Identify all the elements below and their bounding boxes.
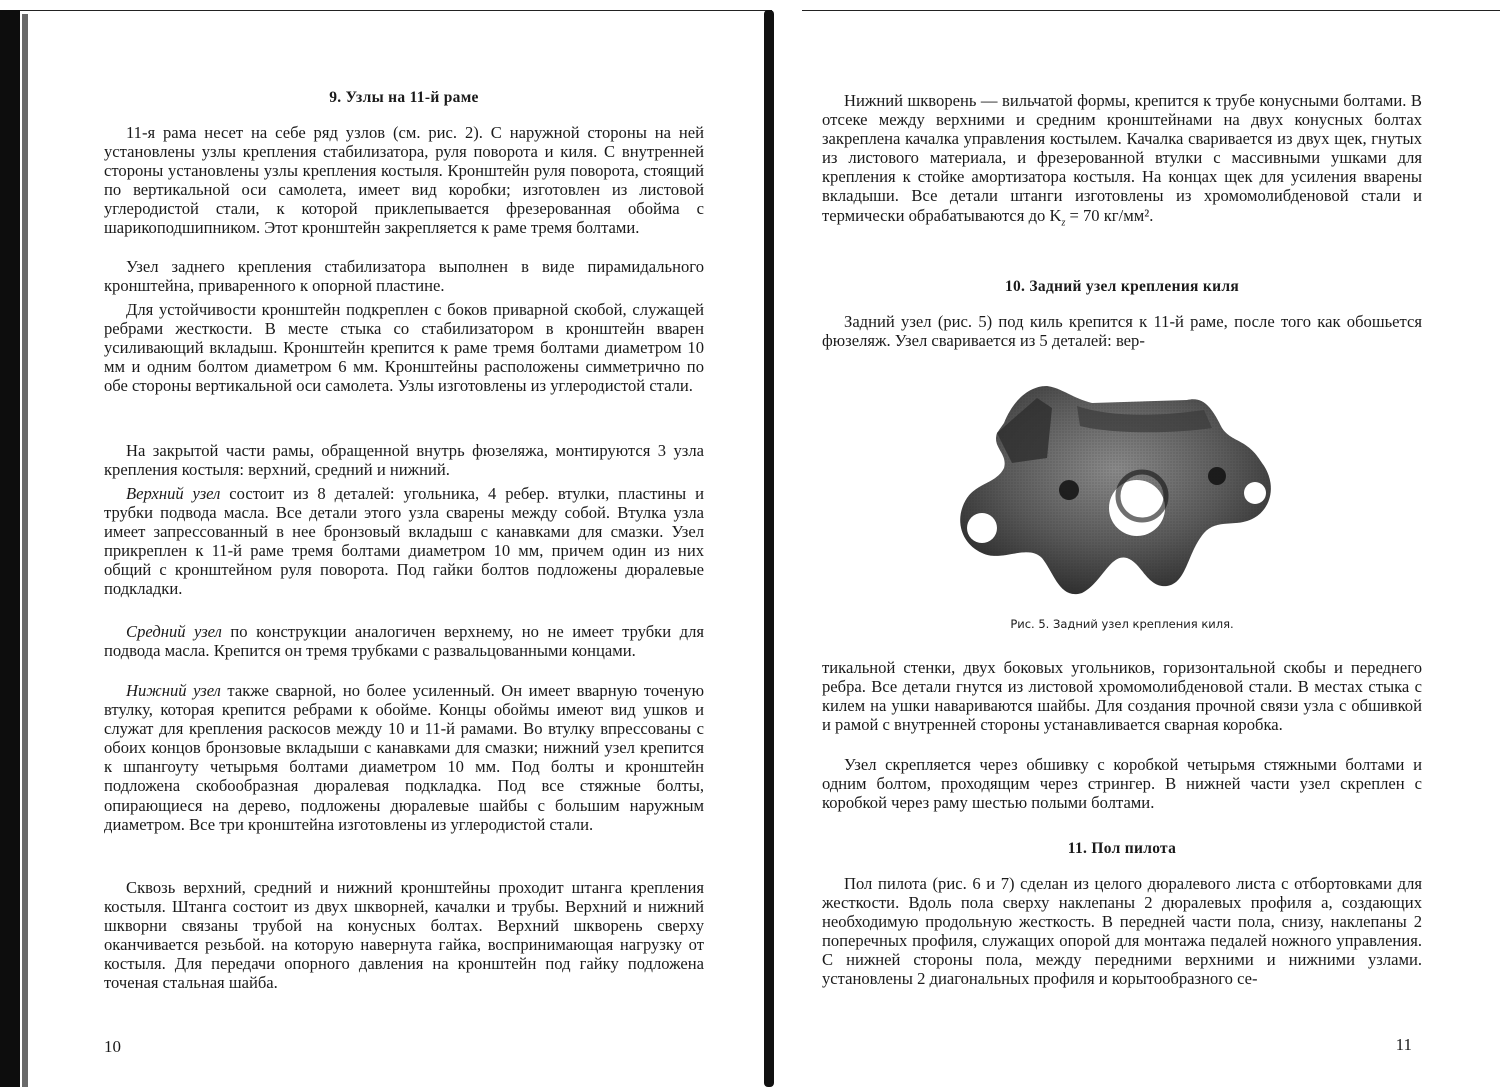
figure-5-photo bbox=[942, 368, 1302, 603]
scan-edge-shadow bbox=[0, 10, 20, 1087]
right-lug-hole bbox=[1244, 482, 1266, 504]
paragraph: Задний узел (рис. 5) под киль крепится к 11-й раме, после того как обошьется фюзеляж. Узел сваривается из 5 деталей: вер- bbox=[822, 312, 1422, 351]
intro-tail: = 70 кг/мм². bbox=[1065, 205, 1154, 225]
text-upper-node: состоит из 8 деталей: угольника, 4 ребер. втулки, пластины и трубки подвода масла. Все детали этого узла сварены между собой. Втулка узла имеет запрессованный в нее бронзовый вкладыш с канавками для смазки. Узел прикреплен к 11-й раме тремя болтами диаметром 10 мм, причем один из них общий с кронштейном руля поворота. Под гайки болтов подложены дюралевые подкладки. bbox=[104, 484, 704, 599]
page-top-rule-right bbox=[802, 10, 1500, 11]
page-number-right: 11 bbox=[1395, 1035, 1412, 1054]
paragraph: Сквозь верхний, средний и нижний кронштейны проходит штанга крепления костыля. Штанга состоит из двух шкворней, качалки и трубы. Верхний и нижний шкворни связаны трубой на конусных болтах. Верхний шкворень сверху оканчивается резьбой. на которую навернута гайка, воспринимающая нагрузку от костыля. Для передачи опорного давления на кронштейн под гайку подложена точеная стальная шайба. bbox=[104, 878, 704, 993]
paragraph-intro bbox=[822, 91, 1422, 232]
term-lower-node: Нижний узел bbox=[126, 681, 221, 700]
text-middle-node: по конструкции аналогичен верхнему, но не имеет трубки для подвода масла. Крепится он тремя трубками с развальцованными концами. bbox=[104, 622, 705, 661]
figure-caption: Рис. 5. Задний узел крепления киля. bbox=[1010, 617, 1234, 631]
paragraph-continued: тикальной стенки, двух боковых угольников, горизонтальной скобы и переднего ребра. Все детали гнутся из листовой хромомолибденовой стали. В местах стыка с килем на ушки навариваются шайбы. Для создания прочной связи узла с обшивкой и рамой с внутренней стороны устанавливается сварная коробка. bbox=[822, 658, 1422, 735]
paragraph: Узел заднего крепления стабилизатора выполнен в виде пирамидального кронштейна, приваренного к опорной пластине. bbox=[104, 257, 704, 296]
paragraph: Для устойчивости кронштейн подкреплен с боков приварной скобой, служащей ребрами жесткости. В месте стыка со стабилизатором в кронштейн вварен усиливающий вкладыш. Кронштейн крепится к раме тремя болтами диаметром 10 мм и одним болтом диаметром 6 мм. Кронштейны расположены симметрично по обе стороны вертикальной оси самолета. Узлы изготовлены из углеродистой стали. bbox=[104, 300, 704, 396]
paragraph-lower-node bbox=[104, 681, 704, 834]
scan-edge-shadow-inner bbox=[22, 14, 28, 1087]
left-lug-hole bbox=[967, 513, 997, 543]
section-title-9: 9. Узлы на 11-й раме bbox=[329, 89, 479, 106]
paragraph: 11-я рама несет на себе ряд узлов (см. рис. 2). С наружной стороны на ней установлены узлы крепления стабилизатора, руля поворота и киля. С внутренней стороны установлены узлы крепления костыля. Кронштейн руля поворота, стоящий по вертикальной оси самолета, имеет вид коробки; изготовлен из листовой углеродистой стали, к которой приклепывается фрезерованная обойма с шарикоподшипником. Этот кронштейн закрепляется к раме тремя болтами. bbox=[104, 123, 704, 238]
paragraph: Узел скрепляется через обшивку с коробкой четырьмя стяжными болтами и одним болтом, проходящим через стрингер. В нижней части узел скреплен с коробкой через раму шестью полыми болтами. bbox=[822, 755, 1422, 813]
left-bolt-recess bbox=[1059, 480, 1079, 500]
paragraph: Пол пилота (рис. 6 и 7) сделан из целого дюралевого листа с отбортовками для жесткости. Вдоль пола сверху наклепаны 2 дюралевых профиля a, создающих необходимую продольную жесткость. В передней части пола, снизу, наклепаны 2 поперечных профиля, служащих опорой для монтажа педалей ножного управления. С нижней стороны пола, между передними верхними и нижними узлами. установлены 2 диагональных профиля и корытообразного се- bbox=[822, 874, 1422, 989]
book-gutter bbox=[764, 10, 774, 1087]
paragraph: На закрытой части рамы, обращенной внутрь фюзеляжа, монтируются 3 узла крепления костыля: верхний, средний и нижний. bbox=[104, 441, 704, 480]
section-title-10: 10. Задний узел крепления киля bbox=[1004, 278, 1240, 295]
page-number-left: 10 bbox=[104, 1037, 121, 1056]
right-bolt-recess bbox=[1208, 467, 1226, 485]
section-title-11: 11. Пол пилота bbox=[1067, 840, 1177, 857]
paragraph-middle-node bbox=[104, 622, 704, 660]
subscript: z bbox=[1061, 216, 1066, 228]
term-upper-node: Верхний узел bbox=[126, 484, 221, 503]
paragraph-upper-node bbox=[104, 484, 704, 599]
text-lower-node: также сварной, но более усиленный. Он имеет вварную точеную втулку, которая крепится ребрами к обойме. Концы обоймы имеют вид ушков и служат для крепления раскосов между 10 и 11-й рамами. Во втулку впрессованы с обоих концов бронзовые вкладыши с канавками для смазки; нижний узел крепится к шпангоуту четырьмя болтами диаметром 10 мм. Под болты и кронштейн подложена скобообразная дюралевая подкладка. Под все стяжные болты, опирающиеся на дерево, подложены дюралевые шайбы с большим наружным диаметром. Все три кронштейна изготовлены из углеродистой стали. bbox=[104, 681, 704, 834]
term-middle-node: Средний узел bbox=[126, 622, 222, 641]
intro-text: Нижний шкворень — вильчатой формы, крепится к трубе конусными болтами. В отсеке между верхними и средним кронштейнами на двух конусных болтах закреплена качалка управления костылем. Качалка сваривается из двух щек, гнутых из листового материала, и фрезерованной втулки с массивными ушками для крепления к стойке амортизатора костыля. На концах щек для усиления вварены вкладыши. Все детали штанги изготовлены из хромомолибденовой стали и термически обрабатываются до K bbox=[822, 91, 1422, 225]
page-top-rule-left bbox=[20, 10, 772, 11]
